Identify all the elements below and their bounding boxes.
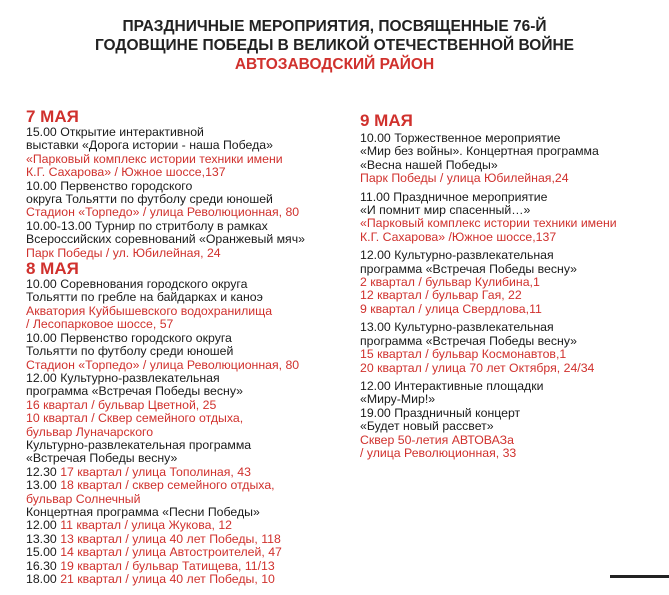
schedule-venue: 18 квартал / сквер семейного отдыха, [60, 478, 275, 493]
event-line: «И помнит мир спасенный…» [360, 203, 531, 218]
decorative-rule [610, 575, 669, 578]
day-heading-9-may: 9 МАЯ [360, 111, 413, 130]
event-line: «Миру-Мир!» [360, 392, 436, 407]
schedule-venue: 21 квартал / улица 40 лет Победы, 10 [60, 572, 275, 586]
event-line: программа «Встречая Победы весну» [26, 384, 243, 399]
schedule-row [26, 560, 346, 573]
event-block [26, 332, 346, 372]
event-line: программа «Встречая Победы весну» [360, 333, 577, 348]
schedule-venue-cont: бульвар Солнечный [26, 491, 141, 506]
event-block [360, 132, 660, 186]
schedule-time: 12.30 [26, 464, 57, 479]
day-heading-8-may: 8 МАЯ [26, 259, 79, 279]
schedule-row [26, 519, 346, 532]
venue-line: / улица Революционная, 33 [360, 445, 517, 460]
schedule-venue: 19 квартал / бульвар Татищева, 11/13 [60, 558, 275, 573]
event-block [360, 380, 660, 460]
event-block [26, 180, 346, 220]
event-line: 19.00 Праздничный концерт [360, 405, 521, 420]
venue-line: 20 квартал / улица 70 лет Октября, 24/34 [360, 360, 595, 375]
event-block [26, 372, 346, 439]
event-line: 12.00 Интерактивные площадки [360, 378, 544, 393]
title-line-1: ПРАЗДНИЧНЫЕ МЕРОПРИЯТИЯ, ПОСВЯЩЕННЫЕ 76-Й [122, 18, 547, 35]
venue-line: Стадион «Торпедо» / улица Революционная, 80 [26, 357, 300, 372]
venue-line: 12 квартал / бульвар Гая, 22 [360, 288, 522, 303]
title-line-2: ГОДОВЩИНЕ ПОБЕДЫ В ВЕЛИКОЙ ОТЕЧЕСТВЕННОЙ ВОЙНЕ [94, 37, 575, 54]
schedule-time: 13.30 [26, 531, 57, 546]
venue-line: Парк Победы / ул. Юбилейная, 24 [26, 245, 221, 260]
venue-line: Стадион «Торпедо» / улица Революционная, 80 [26, 205, 300, 220]
venue-line: / Лесопарковое шоссе, 57 [26, 317, 174, 332]
right-column [360, 112, 660, 460]
event-block [26, 439, 346, 506]
venue-line: «Парковый комплекс истории техники имени [26, 151, 283, 166]
schedule-venue: 14 квартал / улица Автостроителей, 47 [60, 545, 282, 560]
schedule-venue: 17 квартал / улица Тополиная, 43 [60, 464, 251, 479]
venue-line: Акватория Куйбышевского водохранилища [26, 303, 273, 318]
venue-line: 15 квартал / бульвар Космонавтов,1 [360, 347, 567, 362]
schedule-row [26, 533, 346, 546]
event-line: «Будет новый рассвет» [360, 419, 494, 434]
schedule-venue: 11 квартал / улица Жукова, 12 [60, 518, 233, 533]
event-line: Тольятти по футболу среди юношей [26, 344, 234, 359]
event-line: 12.00 Культурно-развлекательная [26, 370, 220, 385]
event-line: Культурно-развлекательная программа [26, 437, 252, 452]
event-line: Тольятти по гребле на байдарках и каноэ [26, 290, 263, 305]
venue-line: бульвар Луначарского [26, 424, 154, 439]
day-heading-7-may: 7 МАЯ [26, 107, 79, 126]
venue-line: 2 квартал / бульвар Кулибина,1 [360, 275, 540, 290]
event-line: 10.00 Первенство городского [26, 178, 193, 193]
event-block [360, 191, 660, 245]
event-line: 15.00 Открытие интерактивной [26, 125, 204, 139]
event-line: «Мир без войны». Концертная программа [360, 144, 599, 159]
event-line: 10.00 Торжественное мероприятие [360, 131, 561, 145]
poster-title [0, 17, 669, 74]
schedule-time: 13.00 [26, 478, 57, 493]
event-line: «Встречая Победы весну» [26, 451, 178, 466]
schedule-venue: 13 квартал / улица 40 лет Победы, 118 [60, 531, 281, 546]
schedule-row [26, 573, 346, 586]
schedule-time: 15.00 [26, 545, 57, 560]
event-line: 12.00 Культурно-развлекательная [360, 248, 554, 263]
event-line: 10.00 Соревнования городского округа [26, 277, 248, 292]
event-line: «Весна нашей Победы» [360, 157, 498, 172]
venue-line: «Парковый комплекс истории техники имени [360, 216, 617, 231]
schedule-row [26, 546, 346, 559]
event-block [26, 506, 346, 586]
venue-line: К.Г. Сахарова» /Южное шоссе,137 [360, 229, 557, 244]
event-block [360, 321, 660, 375]
left-column [26, 108, 346, 586]
schedule-row [26, 466, 346, 479]
schedule-time: 12.00 [26, 518, 57, 533]
event-block [26, 278, 346, 332]
district-name: АВТОЗАВОДСКИЙ РАЙОН [234, 56, 435, 73]
event-line: 10.00-13.00 Турнир по стритболу в рамках [26, 218, 268, 233]
event-line: Концертная программа «Песни Победы» [26, 504, 260, 519]
event-line: 10.00 Первенство городского округа [26, 330, 232, 345]
event-line: выставки «Дорога истории - наша Победа» [26, 138, 273, 153]
venue-line: 10 квартал / Сквер семейного отдыха, [26, 411, 244, 426]
venue-line: К.Г. Сахарова» / Южное шоссе,137 [26, 165, 226, 180]
schedule-row [26, 479, 346, 492]
event-line: 11.00 Праздничное мероприятие [360, 189, 548, 204]
event-line: Всероссийских соревнований «Оранжевый мяч» [26, 232, 305, 247]
venue-line: Парк Победы / улица Юбилейная,24 [360, 171, 569, 186]
event-line: 13.00 Культурно-развлекательная [360, 320, 554, 335]
schedule-time: 16.30 [26, 558, 57, 573]
event-block [26, 220, 346, 260]
venue-line: 9 квартал / улица Свердлова,11 [360, 301, 542, 316]
event-block [360, 249, 660, 316]
venue-line: 16 квартал / бульвар Цветной, 25 [26, 397, 217, 412]
event-block [26, 126, 346, 180]
event-line: программа «Встречая Победы весну» [360, 261, 577, 276]
schedule-time: 18.00 [26, 572, 57, 586]
venue-line: Сквер 50-летия АВТОВАЗа [360, 432, 514, 447]
event-line: округа Тольятти по футболу среди юношей [26, 192, 273, 207]
